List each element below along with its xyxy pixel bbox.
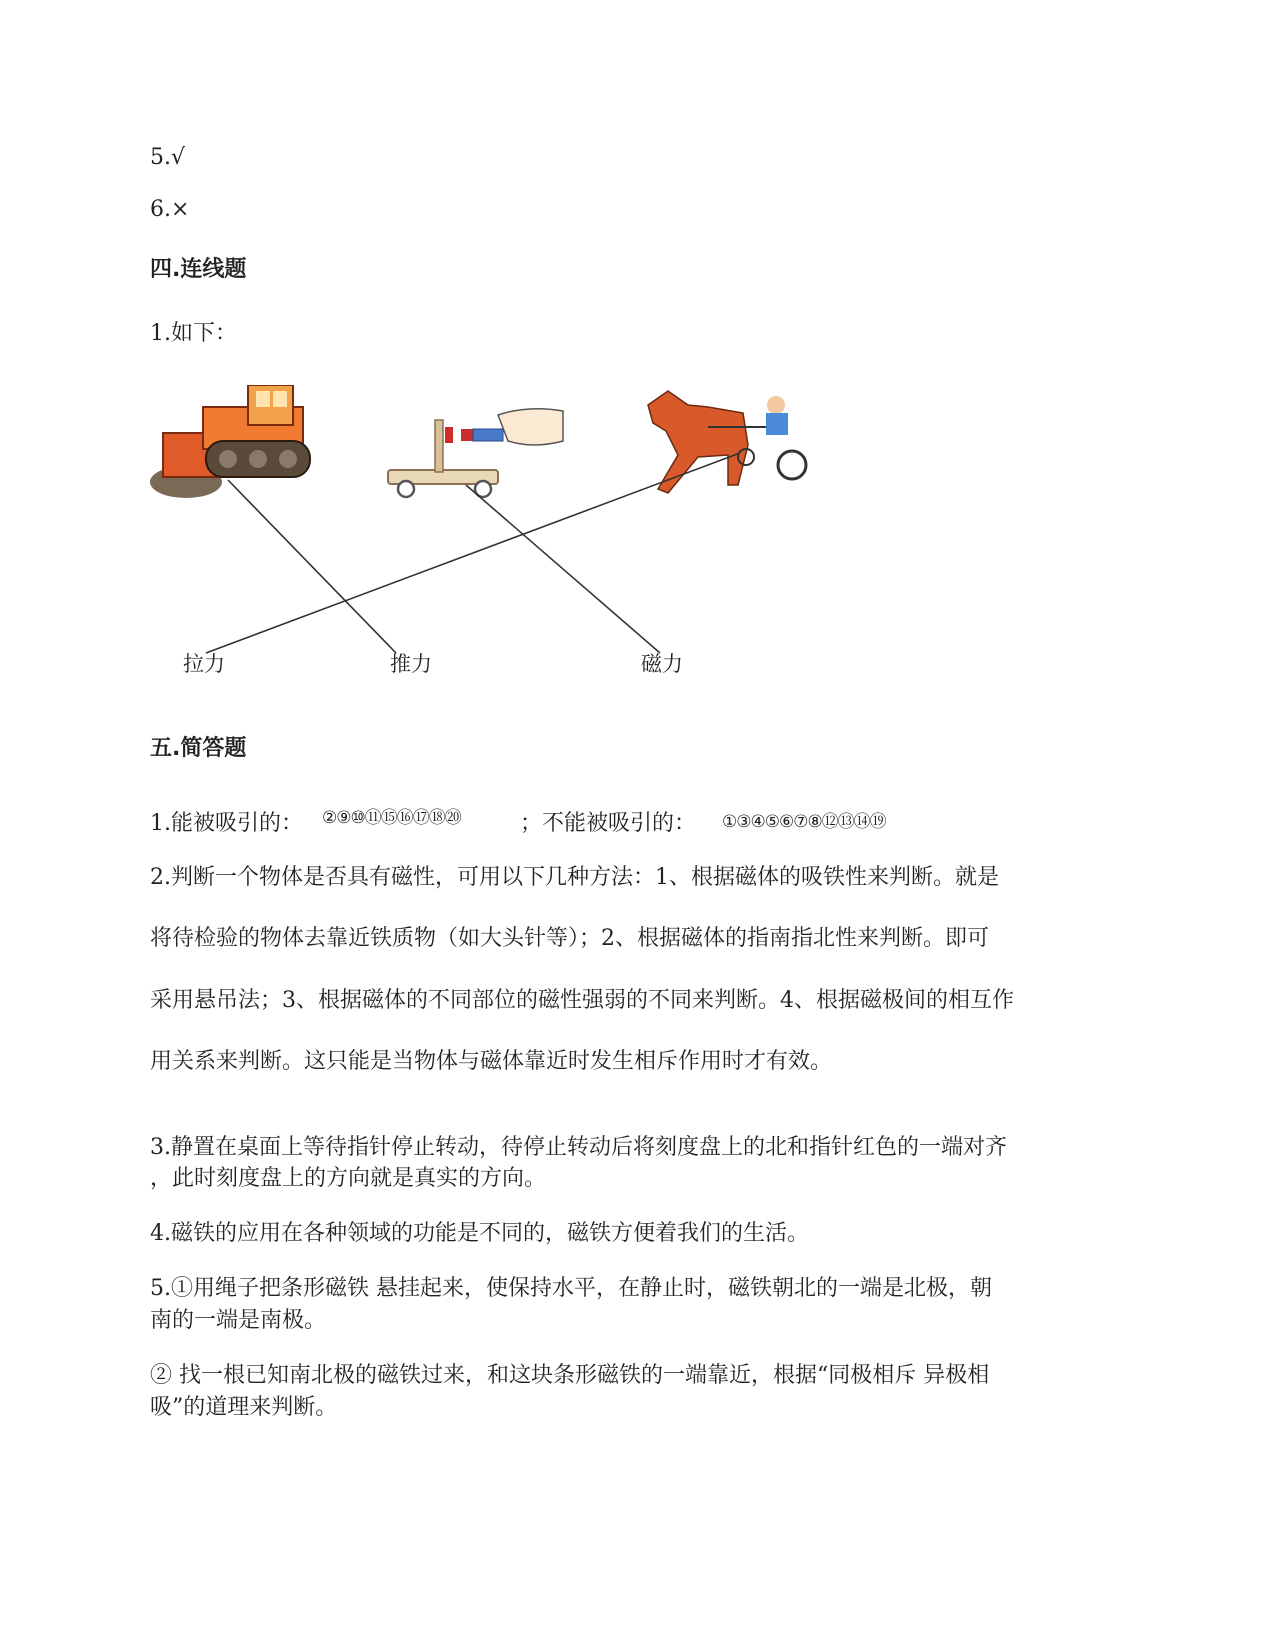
q3-line-2: ，此时刻度盘上的方向就是真实的方向。 (150, 1166, 547, 1191)
magnet-cart-image (388, 409, 563, 497)
q2-line-3: 采用悬吊法；3、根据磁体的不同部位的磁性强弱的不同来判断。4、根据磁极间的相互作 (150, 988, 1014, 1013)
q4-text: 4.磁铁的应用在各种领域的功能是不同的，磁铁方便着我们的生活。 (150, 1221, 809, 1246)
label-magnetic: 磁力 (641, 652, 683, 676)
section4-heading: 四.连线题 (150, 257, 247, 282)
section4-q1-intro: 1.如下： (150, 321, 237, 346)
q5b-line-1: ② 找一根已知南北极的磁铁过来，和这块条形磁铁的一端靠近，根据“同极相斥 异极相 (150, 1363, 990, 1388)
q2-line-2: 将待检验的物体去靠近铁质物（如大头针等）；2、根据磁体的指南指北性来判断。即可 (150, 926, 989, 951)
answer-6: 6.× (150, 197, 190, 222)
q5a-line-1: 5.①用绳子把条形磁铁 悬挂起来，使保持水平，在静止时，磁铁朝北的一端是北极，朝 (150, 1276, 992, 1301)
label-push: 推力 (390, 652, 432, 676)
line-cart-to-magnetic (466, 485, 660, 653)
q1-attracted-list: ②⑨⑩⑪⑮⑯⑰⑱⑳ (322, 808, 461, 828)
horse-cart-image (648, 391, 806, 493)
answer-5: 5.√ (150, 145, 186, 170)
q5b-line-2: 吸”的道理来判断。 (150, 1395, 338, 1420)
q5a-line-2: 南的一端是南极。 (150, 1308, 327, 1333)
matching-figure (148, 385, 868, 695)
q2-line-4: 用关系来判断。这只能是当物体与磁体靠近时发生相斥作用时才有效。 (150, 1049, 833, 1074)
q1-separator: ；不能被吸引的： (520, 811, 697, 836)
q3-line-1: 3.静置在桌面上等待指针停止转动，待停止转动后将刻度盘上的北和指针红色的一端对齐 (150, 1135, 1007, 1160)
q1-not-attracted-list: ①③④⑤⑥⑦⑧⑫⑬⑭⑲ (722, 812, 886, 832)
q1-prefix: 1.能被吸引的： (150, 811, 303, 836)
section5-heading: 五.简答题 (150, 736, 247, 761)
section5-q1 (150, 808, 1150, 840)
line-bulldozer-to-push (228, 480, 396, 653)
q2-line-1: 2.判断一个物体是否具有磁性，可用以下几种方法：1、根据磁体的吸铁性来判断。就是 (150, 865, 999, 890)
label-pull: 拉力 (183, 652, 225, 676)
